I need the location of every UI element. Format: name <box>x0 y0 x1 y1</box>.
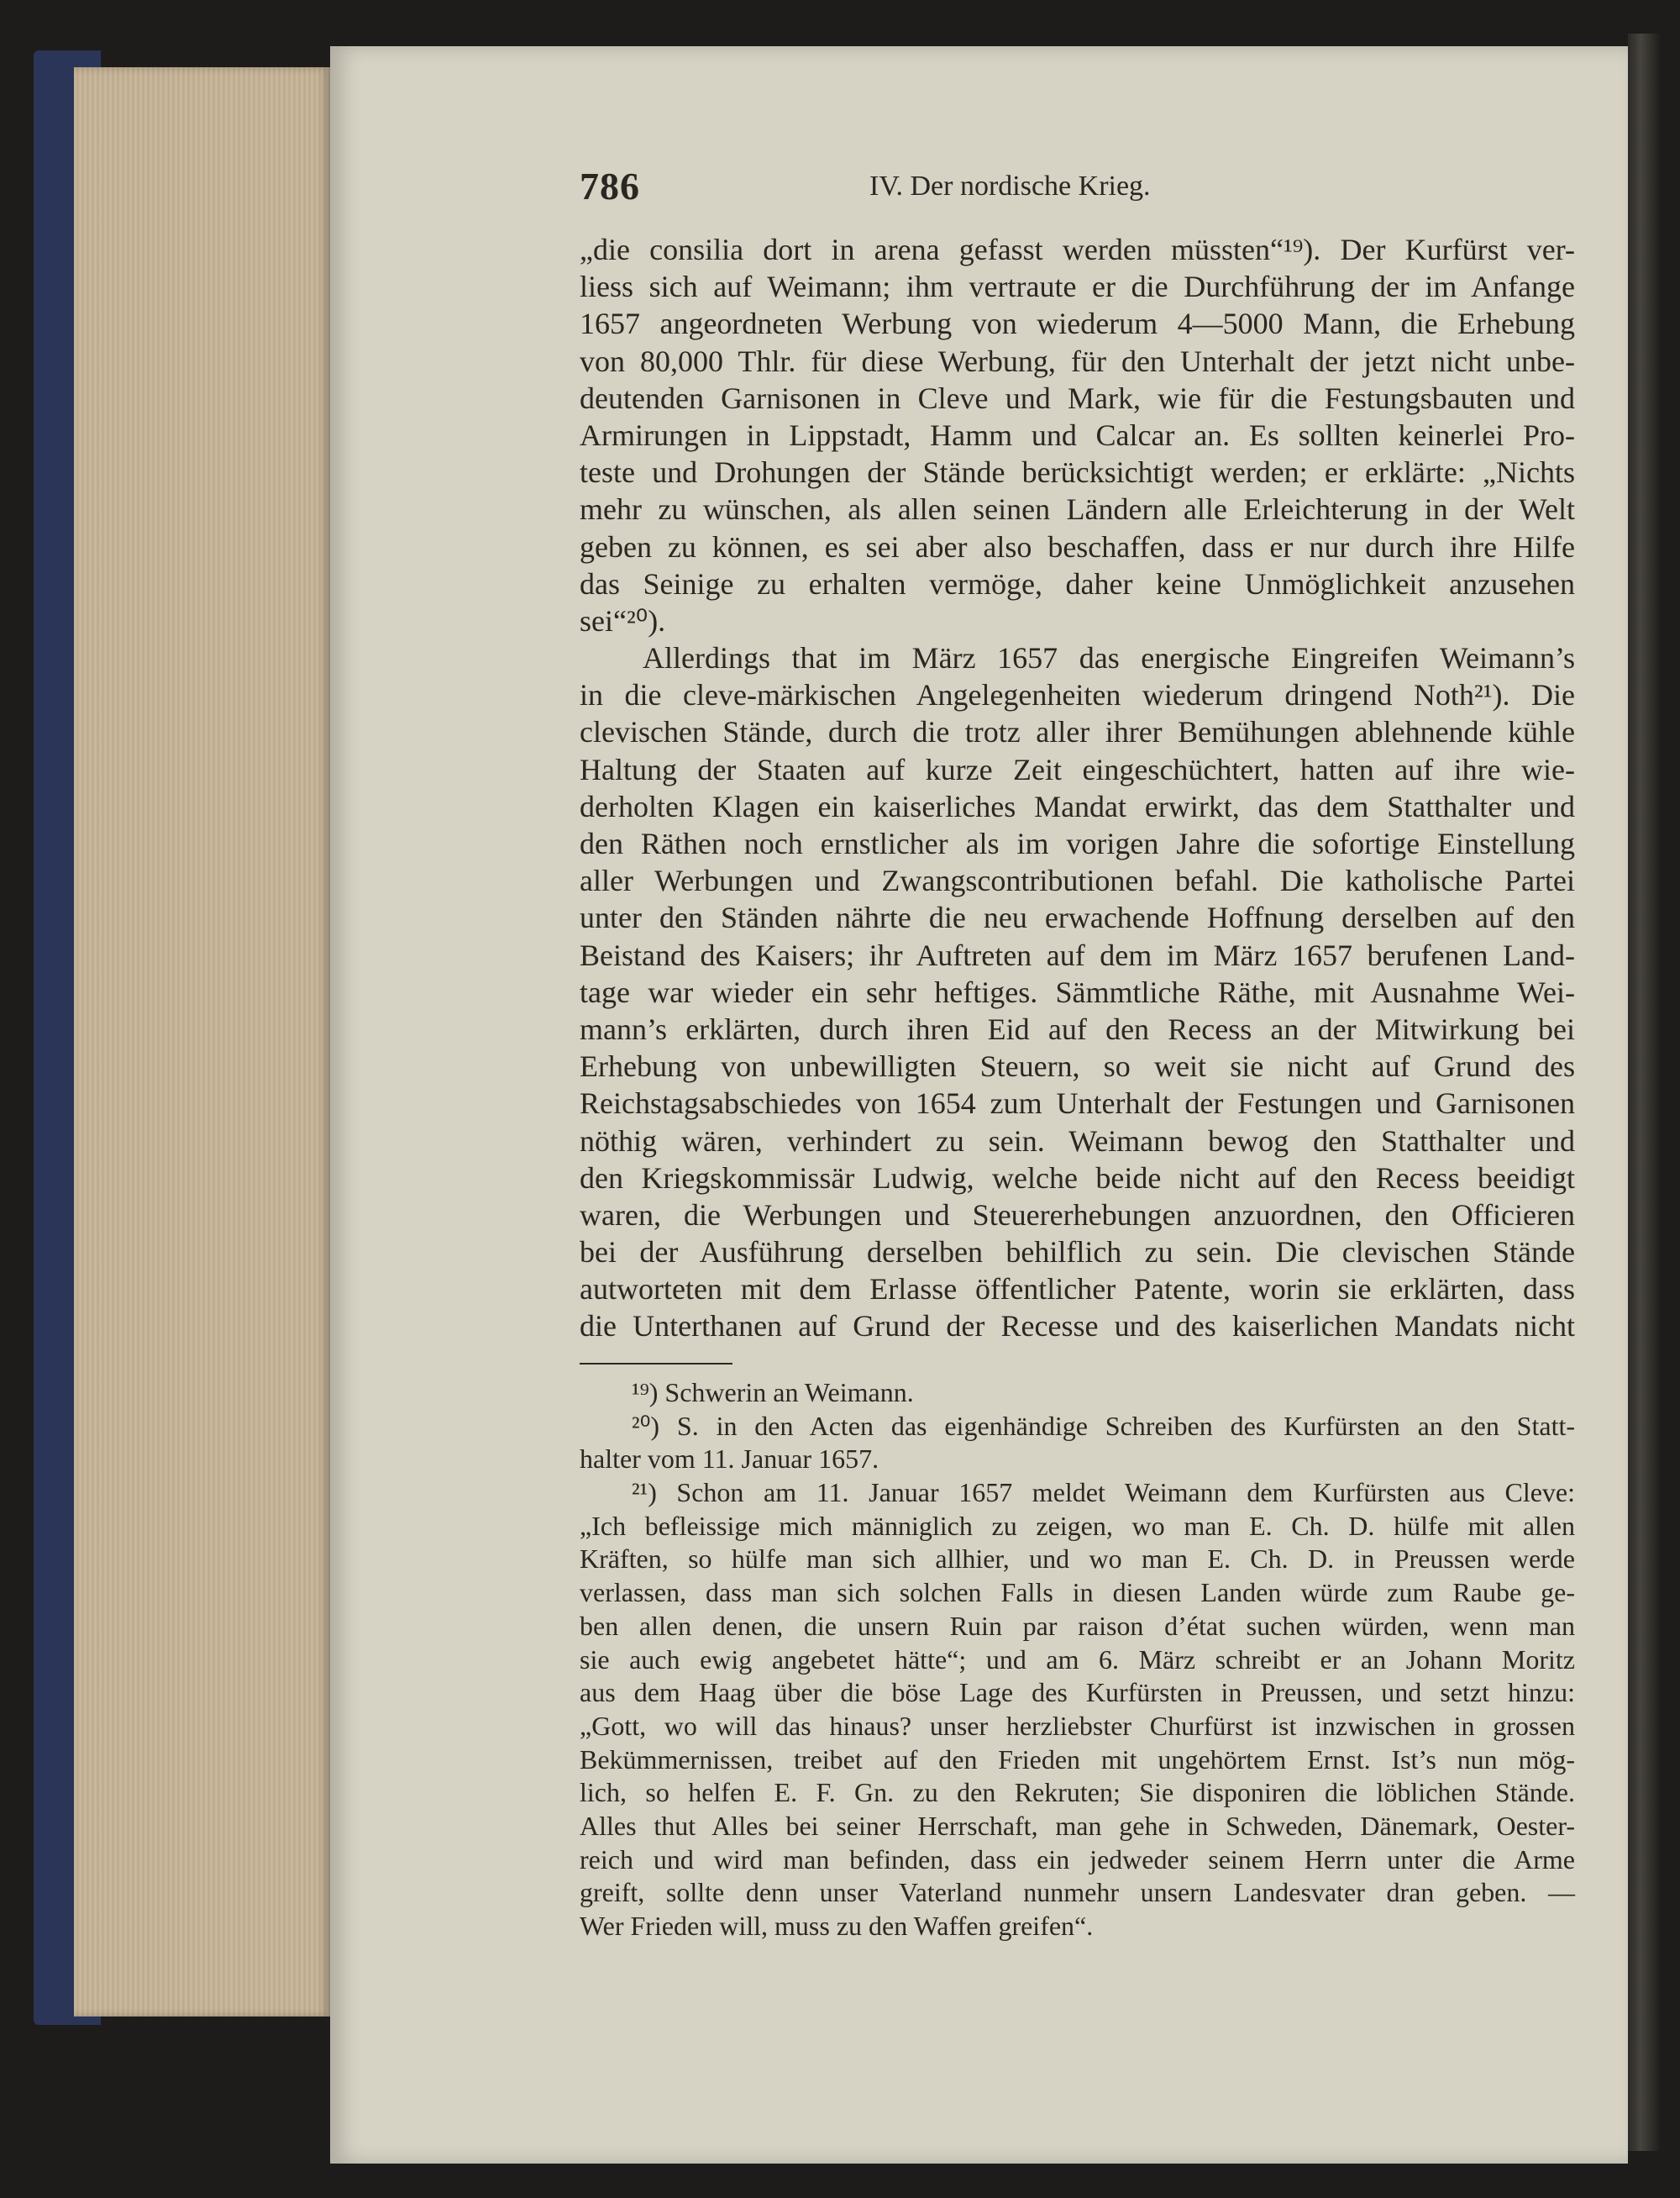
footnote-line: „Ich befleissige mich männiglich zu zeigen, wo man E. Ch. D. hülfe mit allen <box>580 1510 1575 1541</box>
page-block-edges <box>74 67 330 2017</box>
page-number: 786 <box>580 165 640 208</box>
footnote-line: verlassen, dass man sich solchen Falls in diesen Landen würde zum Raube ge- <box>580 1577 1575 1608</box>
text-line: 1657 angeordneten Werbung von wiederum 4—5000 Mann, die Erhebung <box>580 307 1575 341</box>
text-line: bei der Ausführung derselben behilflich zu sein. Die clevischen Stände <box>580 1235 1575 1270</box>
text-line: von 80,000 Thlr. für diese Werbung, für den Unterhalt der jetzt nicht unbe- <box>580 344 1575 378</box>
text-line: unter den Ständen nährte die neu erwachende Hoffnung derselben auf den <box>580 901 1575 935</box>
text-line: Armirungen in Lippstadt, Hamm und Calcar an. Es sollten keinerlei Pro- <box>580 418 1575 452</box>
text-line: den Kriegskommissär Ludwig, welche beide nicht auf den Recess beeidigt <box>580 1160 1575 1195</box>
text-line: aller Werbungen und Zwangscontributionen befahl. Die katholische Partei <box>580 864 1575 898</box>
text-line: liess sich auf Weimann; ihm vertraute er die Durchführung der im Anfange <box>580 270 1575 304</box>
text-line: sei“²⁰). <box>580 603 666 638</box>
text-line: geben zu können, es sei aber also beschaffen, dass er nur durch ihre Hilfe <box>580 529 1575 564</box>
paragraph-start-line: Allerdings that im März 1657 das energische Eingreifen Weimann’s <box>643 641 1575 676</box>
footnote-line: aus dem Haag über die böse Lage des Kurfürsten in Preussen, und setzt hinzu: <box>580 1677 1575 1708</box>
footnote-line: reich und wird man befinden, dass ein jedweder seinem Herrn unter die Arme <box>580 1843 1575 1875</box>
text-line: die Unterthanen auf Grund der Recesse und des kaiserlichen Mandats nicht <box>580 1309 1575 1344</box>
text-line: teste und Drohungen der Stände berücksichtigt werden; er erklärte: „Nichts <box>580 455 1575 490</box>
running-header <box>580 164 1575 214</box>
text-line: mann’s erklärten, durch ihren Eid auf den Recess an der Mitwirkung bei <box>580 1012 1575 1046</box>
footnote-line: halter vom 11. Januar 1657. <box>580 1443 879 1475</box>
footnote-separator <box>580 1363 732 1365</box>
footnote-line: ²¹) Schon am 11. Januar 1657 meldet Weimann dem Kurfürsten aus Cleve: <box>632 1477 1575 1508</box>
footnote-line: Kräften, so hülfe man sich allhier, und wo man E. Ch. D. in Preussen werde <box>580 1543 1575 1575</box>
chapter-title: IV. Der nordische Krieg. <box>869 171 1151 202</box>
footnote-line: lich, so helfen E. F. Gn. zu den Rekruten; Sie disponiren die löblichen Stände. <box>580 1777 1575 1808</box>
text-line: mehr zu wünschen, als allen seinen Ländern alle Erleichterung in der Welt <box>580 492 1575 527</box>
text-line: derholten Klagen ein kaiserliches Mandat erwirkt, das dem Statthalter und <box>580 789 1575 823</box>
footnote-line: greift, sollte denn unser Vaterland nunmehr unsern Landesvater dran geben. — <box>580 1877 1575 1908</box>
text-line: tage war wieder ein sehr heftiges. Sämmtliche Räthe, mit Ausnahme Wei- <box>580 975 1575 1009</box>
text-line: Haltung der Staaten auf kurze Zeit eingeschüchtert, hatten auf ihre wie- <box>580 752 1575 786</box>
text-line: waren, die Werbungen und Steuererhebungen anzuordnen, den Officieren <box>580 1197 1575 1232</box>
text-line: nöthig wären, verhindert zu sein. Weimann bewog den Statthalter und <box>580 1123 1575 1158</box>
facing-page-edge <box>1628 34 1660 2151</box>
text-line: in die cleve-märkischen Angelegenheiten wiederum dringend Noth²¹). Die <box>580 678 1575 713</box>
text-line: „die consilia dort in arena gefasst werden müssten“¹⁹). Der Kurfürst ver- <box>580 233 1575 266</box>
text-line: Beistand des Kaisers; ihr Auftreten auf dem im März 1657 berufenen Land- <box>580 938 1575 972</box>
text-line: clevischen Stände, durch die trotz aller ihrer Bemühungen ablehnende kühle <box>580 715 1575 749</box>
text-line: das Seinige zu erhalten vermöge, daher keine Unmöglichkeit anzusehen <box>580 566 1575 601</box>
text-line: autworteten mit dem Erlasse öffentlicher Patente, worin sie erklärten, dass <box>580 1272 1575 1307</box>
footnotes <box>580 1376 1575 1943</box>
footnote-line: sie auch ewig angebetet hätte“; und am 6. März schreibt er an Johann Moritz <box>580 1643 1575 1675</box>
footnote-line: ben allen denen, die unsern Ruin par raison d’état suchen würden, wenn man <box>580 1610 1575 1641</box>
text-line: Reichstagsabschiedes von 1654 zum Unterhalt der Festungen und Garnisonen <box>580 1086 1575 1121</box>
footnote-line: „Gott, wo will das hinaus? unser herzliebster Churfürst ist inzwischen in grossen <box>580 1710 1575 1741</box>
main-text <box>580 231 1575 1345</box>
footnote-line: Alles thut Alles bei seiner Herrschaft, man gehe in Schweden, Dänemark, Oester- <box>580 1810 1575 1841</box>
footnote-line: ¹⁹) Schwerin an Weimann. <box>632 1377 914 1407</box>
footnote-line: Wer Frieden will, muss zu den Waffen greifen“. <box>580 1911 1094 1941</box>
text-line: Erhebung von unbewilligten Steuern, so weit sie nicht auf Grund des <box>580 1049 1575 1084</box>
text-line: deutenden Garnisonen in Cleve und Mark, wie für die Festungsbauten und <box>580 381 1575 415</box>
text-line: den Räthen noch ernstlicher als im vorigen Jahre die sofortige Einstellung <box>580 827 1575 860</box>
footnote-line: Bekümmernissen, treibet auf den Frieden mit ungehörtem Ernst. Ist’s nun mög- <box>580 1743 1575 1775</box>
footnote-line: ²⁰) S. in den Acten das eigenhändige Schreiben des Kurfürsten an den Statt- <box>632 1410 1575 1441</box>
